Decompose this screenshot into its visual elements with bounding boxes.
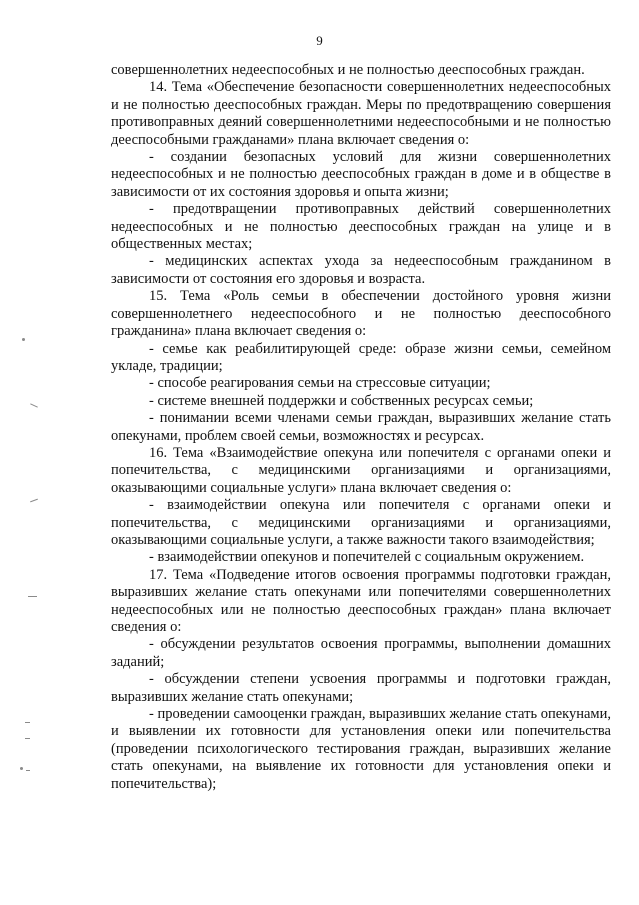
list-item: - понимании всеми членами семьи граждан, выразивших желание стать опекунами, проблем своей семьи, возможностях и ресурсах. [111, 410, 611, 444]
document-body [111, 62, 611, 793]
scan-artifact [22, 338, 25, 341]
list-item: - системе внешней поддержки и собственных ресурсах семьи; [149, 392, 534, 409]
list-item: - медицинских аспектах ухода за недееспособным гражданином в зависимости от состояния его здоровья и возраста. [111, 253, 611, 287]
list-item: - взаимодействии опекунов и попечителей с социальным окружением. [149, 549, 585, 566]
scan-artifact [30, 403, 38, 407]
scan-artifact [26, 770, 30, 771]
list-item: - обсуждении результатов освоения программы, выполнении домашних заданий; [111, 636, 611, 670]
list-item: - проведении самооценки граждан, выразивших желание стать опекунами, и выявлении их готовности для установления опеки или попечительства (проведении психологического тестирования граждан, выразивших желание стать опекунами, на выявление их готовности для установления опеки и попечительства); [111, 706, 611, 792]
paragraph: 17. Тема «Подведение итогов освоения программы подготовки граждан, выразивших желание стать опекунами или попечителями совершеннолетних недееспособных или не полностью дееспособных граждан» плана включает сведения о: [111, 566, 611, 635]
list-item: - способе реагирования семьи на стрессовые ситуации; [149, 375, 491, 392]
paragraph: 16. Тема «Взаимодействие опекуна или попечителя с органами опеки и попечительства, с медицинскими организациями и организациями, оказывающими социальные услуги» плана включает сведения о: [111, 444, 611, 496]
scan-artifact [25, 738, 30, 739]
scan-artifact [25, 722, 30, 723]
paragraph: совершеннолетних недееспособных и не полностью дееспособных граждан. [111, 62, 585, 78]
list-item: - обсуждении степени усвоения программы и подготовки граждан, выразивших желание стать опекунами; [111, 671, 611, 705]
scan-artifact [28, 596, 37, 597]
paragraph: 14. Тема «Обеспечение безопасности совершеннолетних недееспособных и не полностью дееспособных граждан. Меры по предотвращению совершения противоправных деяний совершеннолетними недееспособными и не полностью дееспособными гражданами» плана включает сведения о: [111, 79, 611, 148]
page-number: 9 [316, 33, 323, 48]
list-item: - предотвращении противоправных действий совершеннолетних недееспособных и не полностью дееспособных граждан на улице и в общественных местах; [111, 201, 611, 253]
list-item: - взаимодействии опекуна или попечителя с органами опеки и попечительства, с медицинскими организациями и организациями, оказывающими социальные услуги, а также важности такого взаимодействия; [111, 497, 611, 548]
scan-artifact [20, 767, 23, 770]
list-item: - семье как реабилитирующей среде: образе жизни семьи, семейном укладе, традиции; [111, 340, 611, 374]
scan-artifact [30, 499, 38, 503]
list-item: - создании безопасных условий для жизни совершеннолетних недееспособных и не полностью дееспособных граждан в доме и в обществе в зависимости от их состояния здоровья и опыта жизни; [111, 149, 611, 200]
paragraph: 15. Тема «Роль семьи в обеспечении достойного уровня жизни совершеннолетнего недееспособного и не полностью дееспособного гражданина» плана включает сведения о: [111, 288, 611, 340]
